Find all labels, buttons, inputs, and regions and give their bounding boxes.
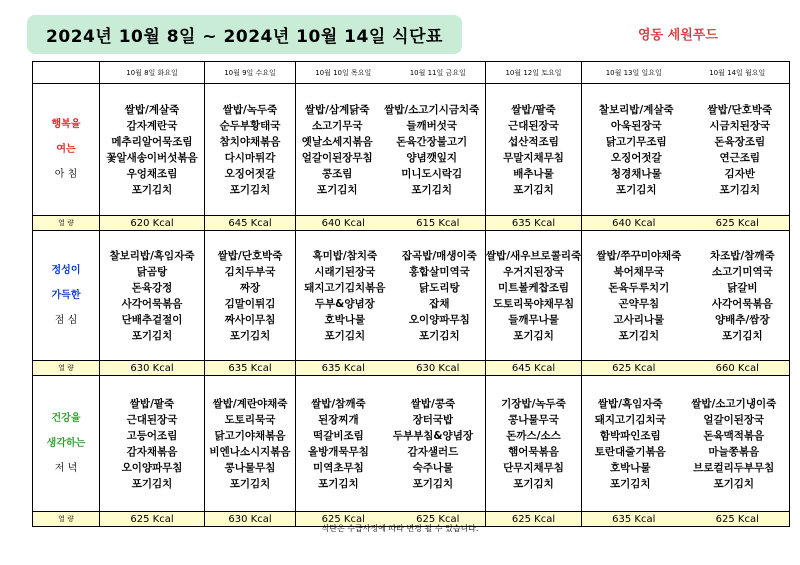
kcal-cell [205,361,296,376]
kcal-value: 635 Kcal [511,217,556,229]
menu-item: 콩조림 [321,167,353,180]
menu-item: 포기김치 [719,183,761,196]
menu-item: 돈육맥적볶음 [703,429,765,442]
menu-item: 포기김치 [131,183,173,196]
kcal-label: 열 량 [33,512,100,527]
day-menu-column [304,248,385,344]
kcal-value: 630 Kcal [130,362,174,374]
menu-item: 시금치된장국 [709,119,771,132]
kcal-value: 660 Kcal [715,362,759,374]
menu-item: 장터국밥 [412,413,454,426]
day-menu-column [402,248,477,344]
menu-item: 포기김치 [419,329,460,342]
menu-cell [486,231,582,361]
menu-item: 미니도시락김 [401,167,463,180]
day-header: 10월 12일 토요일 [486,62,582,84]
menu-item: 감자채볶음 [126,445,178,458]
kcal-label: 열 량 [33,216,100,231]
menu-item: 얼갈이된장무침 [301,151,373,164]
menu-cell [486,376,582,512]
breakfast-row [33,84,790,216]
menu-item: 오이양파무침 [121,461,183,474]
menu-item: 포기김치 [412,477,454,490]
menu-item: 쌀밥/계란야채죽 [212,397,288,410]
menu-item: 포기김치 [229,329,271,342]
menu-item: 포기김치 [713,477,755,490]
kcal-cell [582,361,790,376]
menu-item: 미트볼케찹조림 [498,281,570,294]
menu-item: 포기김치 [131,329,173,342]
menu-cell [296,376,486,512]
kcal-value: 645 Kcal [228,217,272,229]
menu-item: 돈육두루치기 [608,281,670,294]
menu-item: 포기김치 [513,329,554,342]
menu-cell [100,231,205,361]
menu-item: 쌀밥/녹두죽 [222,103,278,116]
menu-item: 짜장 [239,281,261,294]
day-header: 10월 11일 금요일 [409,68,466,77]
day-menu-column [596,248,681,344]
menu-item: 순두부황태국 [219,119,281,132]
menu-item: 무말지채무침 [503,151,564,164]
menu-item: 참치야채볶음 [219,135,281,148]
menu-item: 꽃알새송이버섯볶음 [106,151,198,164]
menu-item: 쌀밥/삼계닭죽 [304,103,370,116]
menu-item: 돈육장조림 [714,135,766,148]
dinner-label [33,376,100,512]
kcal-cell [100,361,205,376]
menu-item: 포기김치 [722,329,763,342]
menu-item: 쌀밥/쭈꾸미야채죽 [596,249,682,262]
kcal-value: 625 Kcal [511,513,556,525]
menu-item: 다시마튀각 [224,151,276,164]
menu-item: 돼지고기김치국 [594,413,666,426]
menu-item: 포기김치 [324,329,366,342]
menu-item: 들깨버섯국 [406,119,458,132]
menu-item: 우거지된장국 [503,265,564,278]
kcal-cell [486,216,582,231]
menu-item: 포기김치 [318,477,359,490]
day-header: 10월 10일 목요일 [315,68,372,77]
menu-item: 소고기미역국 [711,265,773,278]
menu-item: 차조밥/참깨죽 [709,249,775,262]
kcal-label: 열 량 [33,361,100,376]
menu-item: 찰보리밥/계살죽 [598,103,674,116]
day-menu-column [486,248,581,344]
day-menu-column [710,248,775,344]
dinner-row [33,376,790,512]
menu-item: 흑미밥/참치죽 [312,249,378,262]
menu-item: 쌀밥/참깨죽 [311,397,366,410]
menu-item: 포기김치 [131,477,173,490]
menu-item: 돈까스/소스 [506,429,561,442]
menu-item: 포기김치 [411,183,452,196]
menu-item: 양배추/쌈장 [715,313,770,326]
menu-item: 소고기무국 [311,119,363,132]
menu-item: 오징어젓갈 [610,151,662,164]
menu-item: 포기김치 [609,477,651,490]
menu-table [32,61,790,527]
menu-cell [486,84,582,216]
breakfast-label [33,84,100,216]
footnote: 식단은 수급사정에 따라 변경 될 수 있습니다. [321,524,479,533]
menu-item: 오징어젓갈 [224,167,276,180]
menu-item: 김말이튀김 [224,297,276,310]
menu-item: 찰보리밥/흑임자죽 [109,249,195,262]
menu-cell [582,376,790,512]
day-menu-column [302,102,373,198]
menu-item: 근대된장국 [508,119,559,132]
menu-item: 잡채 [429,297,450,310]
menu-item: 들깨무나물 [508,313,559,326]
menu-cell [100,84,205,216]
menu-item: 쌀밥/팥죽 [129,397,175,410]
menu-item: 포기김치 [316,183,358,196]
menu-item: 떡갈비조림 [313,429,364,442]
menu-item: 마늘쫑볶음 [708,445,760,458]
kcal-value: 625 Kcal [715,513,759,525]
menu-item: 포기김치 [615,183,657,196]
menu-item: 연근조림 [719,151,761,164]
menu-item: 호박나물 [324,313,366,326]
day-menu-column [595,396,666,492]
kcal-value: 630 Kcal [228,513,272,525]
kcal-value: 625 Kcal [715,217,759,229]
kcal-value: 640 Kcal [321,217,365,229]
menu-item: 닭곰탕 [136,265,168,278]
menu-item: 두부부침&양념장 [392,429,473,442]
kcal-value: 625 Kcal [416,513,460,525]
day-menu-column [209,396,290,492]
lunch-kcal-row [33,361,790,376]
kcal-cell [100,216,205,231]
menu-item: 김치두부국 [224,265,276,278]
menu-item: 토란대줄기볶음 [594,445,666,458]
menu-item: 짜사이무침 [224,313,276,326]
meal-label-line: 가득한 [51,290,81,301]
kcal-value: 625 Kcal [612,362,656,374]
menu-item: 포기김치 [229,183,271,196]
kcal-value: 620 Kcal [130,217,174,229]
kcal-value: 635 Kcal [612,513,656,525]
kcal-value: 630 Kcal [416,362,460,374]
menu-item: 섭산적조림 [508,135,559,148]
kcal-value: 615 Kcal [416,217,460,229]
menu-item: 시래기된장국 [314,265,376,278]
menu-cell [582,84,790,216]
breakfast-kcal-row [33,216,790,231]
menu-item: 닭고기무조림 [605,135,667,148]
menu-cell [205,231,296,361]
menu-item: 쌀밥/흑임자죽 [597,397,663,410]
menu-item: 쌀밥/단호박죽 [707,103,773,116]
menu-item: 북어채무국 [613,265,665,278]
menu-item: 올방개묵무침 [307,445,369,458]
menu-item: 사각어묵볶음 [121,297,183,310]
menu-item: 얼갈이된장국 [703,413,765,426]
header-row [33,62,790,84]
menu-item: 쌀밥/콩죽 [410,397,456,410]
header-corner [33,62,100,84]
menu-item: 옛날소세지볶음 [301,135,373,148]
menu-item: 단무지채무침 [503,461,564,474]
menu-item: 포기김치 [229,477,271,490]
menu-item: 고등어조림 [126,429,178,442]
menu-item: 감자계란국 [126,119,178,132]
menu-item: 양념깻잎지 [406,151,458,164]
menu-item: 돈육강정 [131,281,173,294]
menu-item: 포기김치 [513,183,554,196]
meal-label-line: 여는 [56,144,76,155]
menu-item: 홍합살미역국 [408,265,470,278]
menu-item: 숙주나물 [412,461,454,474]
kcal-cell [205,216,296,231]
menu-item: 쌀밥/소고기시금치죽 [384,103,480,116]
day-menu-column [106,102,197,198]
kcal-cell [296,216,486,231]
menu-item: 포기김치 [513,477,554,490]
menu-cell [205,376,296,512]
menu-item: 도토리묵국 [224,413,276,426]
menu-item: 잡곡밥/매생이죽 [401,249,477,262]
menu-cell [205,84,296,216]
day-menu-column [218,248,283,344]
kcal-cell [486,361,582,376]
menu-item: 배추나물 [513,167,554,180]
kcal-value: 625 Kcal [321,513,365,525]
kcal-value: 640 Kcal [612,217,656,229]
menu-item: 감자샐러드 [407,445,459,458]
day-menu-column [501,396,566,492]
menu-item: 근대된장국 [126,413,178,426]
menu-cell [296,84,486,216]
company-name: 영동 세원푸드 [638,28,718,43]
menu-item: 고사리나물 [613,313,665,326]
meal-label-line: 건강을 [51,413,81,424]
day-menu-column [110,248,195,344]
menu-item: 비엔나소시지볶음 [209,445,291,458]
menu-item: 닭도리탕 [419,281,460,294]
menu-item: 기장밥/녹두죽 [501,397,566,410]
menu-item: 함박파인조림 [599,429,661,442]
day-menu-column [384,102,479,198]
kcal-value: 645 Kcal [511,362,556,374]
menu-item: 쌀밥/단호박죽 [217,249,283,262]
menu-item: 닭고기야채볶음 [214,429,286,442]
menu-item: 쌀밥/새우브로콜리죽 [486,249,582,262]
meal-label-line: 생각하는 [46,438,86,449]
menu-item: 단배추겉절이 [121,313,183,326]
menu-item: 돈육간장불고기 [396,135,468,148]
menu-item: 콩나물무침 [224,461,276,474]
menu-cell [100,376,205,512]
menu-item: 쌀밥/팥죽 [511,103,556,116]
menu-item: 청경채나물 [610,167,662,180]
menu-cell [296,231,486,361]
menu-item: 콩나물무국 [508,413,559,426]
day-header: 10월 8일 화요일 [100,62,205,84]
meal-label-line: 정성이 [51,265,81,276]
menu-item: 두부&양념장 [314,297,375,310]
kcal-cell [296,361,486,376]
menu-item: 메추리알어묵조림 [111,135,193,148]
day-menu-column [122,396,183,492]
menu-item: 된장찌개 [318,413,359,426]
menu-item: 포기김치 [618,329,660,342]
menu-item: 미역초무침 [313,461,364,474]
menu-item: 쌀밥/계살죽 [124,103,180,116]
meal-label-line: 저 녁 [54,463,78,474]
menu-item: 햄어묵볶음 [508,445,559,458]
day-menu-column [393,396,473,492]
menu-item: 브로컬리두부무침 [693,461,775,474]
day-menu-column [599,102,674,198]
day-header: 10월 9일 수요일 [205,62,296,84]
meal-label-line: 아 침 [54,169,78,180]
day-header: 10월 13일 일요일 [605,68,662,77]
menu-item: 도토리묵야채무침 [492,297,575,310]
menu-item: 오이양파무침 [408,313,470,326]
day-menu-column [220,102,281,198]
day-menu-column [503,102,564,198]
meal-label-line: 점 심 [54,315,78,326]
menu-item: 호박나물 [609,461,651,474]
menu-item: 우엉채조림 [126,167,178,180]
kcal-value: 635 Kcal [321,362,365,374]
page-title: 2024년 10월 8일 ~ 2024년 10월 14일 식단표 [27,15,462,54]
day-menu-column [691,396,776,492]
menu-item: 사각어묵볶음 [711,297,773,310]
kcal-cell [582,216,790,231]
day-menu-column [707,102,772,198]
menu-item: 돼지고기김치볶음 [304,281,386,294]
day-header-pair [582,62,790,84]
kcal-value: 635 Kcal [228,362,272,374]
day-header: 10월 14일 월요일 [709,68,766,77]
lunch-label [33,231,100,361]
lunch-row [33,231,790,361]
kcal-value: 625 Kcal [130,513,174,525]
meal-label-line: 행복을 [51,119,81,130]
menu-item: 아욱된장국 [610,119,662,132]
menu-item: 김자반 [724,167,755,180]
menu-item: 닭갈비 [727,281,758,294]
menu-item: 곤약무침 [618,297,660,310]
menu-cell [582,231,790,361]
day-header-pair [296,62,486,84]
menu-item: 쌀밥/소고기냉이죽 [691,397,777,410]
day-menu-column [308,396,369,492]
